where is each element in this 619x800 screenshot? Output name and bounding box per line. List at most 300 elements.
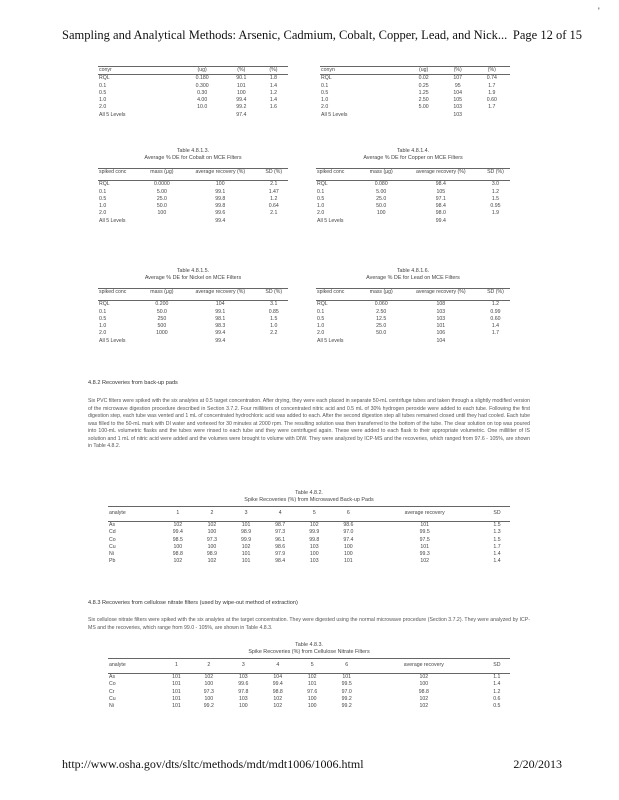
table-cell: 99.3 (419, 551, 430, 558)
table-cell: 99.2 (236, 104, 247, 111)
table-cell: RQL (321, 75, 332, 82)
table-row (108, 674, 510, 682)
column-header: SD (484, 507, 510, 522)
table-cell: 101 (420, 543, 430, 550)
table-cell: 100 (419, 681, 429, 688)
table-cell: 5.00 (156, 188, 167, 195)
table-cell: 97.0 (343, 529, 354, 536)
table-cell: 100 (157, 210, 167, 217)
table-cell: 100 (204, 695, 214, 702)
table-row (98, 90, 288, 97)
column-header: average recovery (%) (401, 169, 481, 177)
table-cell: 104 (273, 674, 283, 680)
table-row (98, 218, 288, 225)
table-cell: 99.8 (215, 195, 226, 202)
table-cell: RQL (317, 301, 328, 308)
table-cell: Co (109, 681, 116, 688)
table-cell: 99.2 (341, 695, 352, 702)
table-cell: 98.9 (240, 529, 252, 536)
column-header: spiked conc (316, 289, 362, 297)
table-cell: 102 (309, 522, 319, 528)
table-cell: 1.2 (269, 89, 278, 96)
table-cell: 1.4 (269, 97, 278, 104)
section-paragraph: Six PVC filters were spiked with the six analytes at 0.5 target concentration. After drying, they were each placed in separate 50-mL centrifuge tubes and taken through a slightly modified version of the microwave digestion procedure described in Section 3.7.2. Four milliliters of concentrated nitric acid and 0.5 mL of 30% hydrogen peroxide were added to each tube. Following the first digestion step, each tube was vented and 1 mL of concentrated hydrochloric acid was added to each. After the second digestion step all tubes remained closed until they had cooled. Each tube was filled to the 50-mL mark with DI water and vortexed for 30 minutes at 2000 rpm. The resulting solution was then transferred to the bottom of the tube. The clear solution on top was poured into 100-mL volumetric flasks and the tubes were rinsed to each tube and they were centrifuged again. These were added to each flask to their appropriate volumetric. One milliliter of IS solution and 1 mL of nitric acid were added and the volumes were brought to volume with DIW. They were analyzed by ICP-MS and the recoveries, which ranged from 97.6 - 105%, are shown in Table 4.8.2. (88, 398, 530, 449)
table-cell: 102 (241, 543, 251, 550)
table-cell: Cu (109, 695, 116, 702)
table-cell: 102 (173, 522, 183, 528)
table-cell: All 5 Levels (99, 217, 126, 224)
table-cell: 100 (215, 181, 225, 188)
table-cell: 4.00 (197, 97, 208, 104)
table-cell: 101 (172, 681, 181, 688)
table-row (320, 75, 510, 83)
table-cell: 95 (454, 82, 461, 89)
table-cell: 99.4 (272, 681, 283, 688)
table-cell: 2.50 (418, 97, 429, 104)
column-header: (%) (224, 67, 259, 75)
table-cell: 0.6 (493, 695, 501, 702)
table-cell (181, 112, 224, 119)
table-cell: All 5 Levels (317, 217, 344, 224)
table-cell: 98.1 (215, 315, 226, 322)
table-backup-pads (108, 490, 510, 566)
table-cell: 1.7 (488, 104, 496, 111)
table-cell: 2.1 (270, 210, 278, 217)
table-cell: All 5 Levels (99, 111, 126, 118)
table-cell: 102 (419, 695, 429, 702)
table-cell: 1.6 (269, 104, 278, 111)
table-cell: RQL (99, 75, 110, 82)
table-row (98, 210, 288, 217)
table-cell: 12.5 (376, 315, 387, 322)
table-cell: 0.300 (195, 82, 209, 89)
table-cell: 101 (436, 323, 446, 330)
table-cell: 102 (273, 703, 283, 710)
table-cell (260, 338, 289, 345)
page-footer (62, 757, 562, 772)
table-cell: 102 (273, 695, 283, 702)
footer-url[interactable]: http://www.osha.gov/dts/sltc/methods/mdt/mdt1006/1006.html (62, 757, 364, 771)
table-cell: 1.0 (99, 203, 107, 210)
table-cell: 0.1 (317, 188, 325, 195)
table-cell: 0.5 (99, 315, 107, 322)
table-cell: 0.5 (99, 195, 107, 202)
table-cell: 98.8 (418, 688, 429, 695)
table-row (316, 338, 510, 345)
table-row (108, 537, 510, 544)
table-cell: 2.0 (99, 104, 107, 111)
table-cell: 98.6 (343, 522, 354, 528)
column-header: 3 (226, 659, 260, 674)
table-cell: 100 (307, 703, 317, 710)
table-cell: 2.0 (99, 330, 107, 337)
table-row (320, 104, 510, 111)
table-cell: All 5 Levels (317, 337, 344, 344)
table-cell: As (109, 522, 116, 528)
table-cell: 103 (436, 315, 446, 322)
column-header: (%) (259, 67, 288, 75)
table-cell: 1.7 (493, 543, 501, 550)
table-cell (362, 338, 401, 345)
column-header: 1 (161, 507, 195, 522)
table-copper-de (316, 148, 510, 225)
table-row (98, 338, 288, 345)
table-cell: 1.7 (491, 330, 500, 337)
column-header: average recovery (%) (401, 289, 481, 297)
table-cell: 100 (207, 529, 217, 536)
table-cell: 99.9 (309, 529, 320, 536)
table-cell: 1.4 (493, 558, 501, 565)
table-row (316, 330, 510, 337)
table-cell: 2.1 (270, 181, 278, 188)
table-row (316, 189, 510, 196)
table-cell: Pb (109, 558, 116, 565)
table-cell: 0.5 (317, 315, 325, 322)
table-row (316, 218, 510, 225)
table-cell: 1.9 (491, 210, 500, 217)
header-page-number: Page 12 of 15 (512, 28, 582, 42)
table-cell: 1.2 (493, 688, 501, 695)
table-cell: 99.9 (240, 536, 252, 543)
table-cell: 97.0 (341, 688, 352, 695)
column-header: conyn (320, 67, 405, 75)
table-cell: 97.9 (275, 551, 286, 558)
column-header: SD (484, 659, 510, 674)
table-cell: 102 (204, 674, 214, 680)
table-cell: 98.7 (275, 522, 286, 528)
table-cell: 0.5 (317, 195, 325, 202)
table-cell: All 5 Levels (321, 111, 348, 118)
table-row (98, 203, 288, 210)
table-cell: Cd (109, 529, 116, 536)
column-header: conyr (98, 67, 181, 75)
table-cell: All 5 Levels (99, 337, 126, 344)
table-cellulose-nitrate (108, 642, 510, 710)
table-cell: 103 (453, 104, 463, 111)
table-cell: 0.180 (195, 75, 209, 82)
table-cell: 0.060 (374, 301, 388, 308)
column-header: analyte (108, 507, 161, 522)
table-cell: 0.1 (317, 308, 325, 315)
table-cell: 99.4 (215, 337, 226, 344)
table-cell: 104 (436, 337, 446, 344)
table-lead-de (316, 268, 510, 345)
table-cell: 2.0 (321, 104, 329, 111)
table-cell: 100 (309, 551, 319, 558)
corner-mark: ' (598, 6, 600, 16)
table-cell: 101 (172, 674, 181, 680)
table-cell: 98.5 (172, 536, 183, 543)
table-cell: 99.6 (215, 210, 226, 217)
table-caption: Table 4.8.1.5. (176, 268, 210, 274)
table-cell: 1.8 (269, 75, 278, 82)
table-cell: 99.4 (435, 217, 446, 224)
table-cell: As (109, 674, 116, 680)
table-cell: 97.1 (435, 195, 446, 202)
table-cell: 99.4 (215, 330, 226, 337)
table-cell: 3.0 (491, 181, 500, 188)
column-header: average recovery (%) (181, 169, 259, 177)
column-header: (ug) (181, 67, 224, 75)
table-cell: 98.8 (172, 551, 183, 558)
table-cell: 105 (453, 97, 463, 104)
table-row (98, 196, 288, 203)
table-cell: 1.5 (270, 315, 278, 322)
table-cell: 100 (344, 543, 353, 550)
table-row (98, 189, 288, 196)
table-row (98, 83, 288, 90)
table-cell: 0.60 (490, 315, 501, 322)
table-cell: 101 (172, 688, 181, 695)
table-cell: 101 (307, 681, 317, 688)
table-row (108, 681, 510, 688)
table-cell: 102 (307, 674, 317, 680)
table-cell: 0.1 (321, 82, 329, 89)
table-cell: 97.5 (419, 536, 430, 543)
column-header: mass (μg) (362, 289, 401, 297)
column-header: mass (μg) (143, 289, 181, 297)
table-cell: RQL (99, 181, 110, 188)
table-cell: 2.0 (99, 210, 107, 217)
column-header: mass (μg) (362, 169, 401, 177)
column-header: 4 (263, 507, 297, 522)
table-row (108, 689, 510, 696)
table-cell (362, 218, 401, 225)
table-cell: 25.0 (376, 323, 387, 330)
table-cell: 1.47 (268, 188, 279, 195)
header-title: Sampling and Analytical Methods: Arsenic, Cadmium, Cobalt, Copper, Lead, and Nick... (62, 28, 508, 42)
table-cell: 0.200 (155, 301, 169, 308)
table-cell: 1.4 (493, 551, 501, 558)
table-row (316, 181, 510, 189)
table-cell: 98.4 (435, 181, 446, 188)
table-cell: 103 (238, 695, 248, 702)
table-cell: 50.0 (156, 308, 167, 315)
column-header: 2 (192, 659, 226, 674)
table-cell: 50.0 (376, 330, 387, 337)
column-header: average recovery (%) (181, 289, 259, 297)
table-cell: 101 (420, 522, 430, 528)
table-caption: Average % DE for Nickel on MCE Filters (144, 275, 242, 281)
table-cell (481, 218, 510, 225)
table-cell: 0.30 (197, 89, 208, 96)
table-cell: 0.5 (493, 703, 501, 710)
table-cell: 1.5 (491, 195, 500, 202)
table-cell: 106 (436, 330, 446, 337)
table-cell: 100 (237, 89, 246, 96)
section-heading: 4.8.3 Recoveries from cellulose nitrate filters (used by wipe-out method of extraction) (88, 600, 298, 606)
table-cell: 98.9 (206, 551, 217, 558)
table-cell: 97.3 (203, 688, 214, 695)
table-cell: 99.5 (341, 681, 352, 688)
table-cell: 1.5 (493, 536, 501, 543)
table-caption: Spike Recoveries (%) from Microwaved Back-up Pads (244, 497, 374, 503)
table-row (98, 316, 288, 323)
table-cell: 104 (215, 301, 225, 308)
table-cell: 50.0 (376, 203, 387, 210)
table-row (98, 75, 288, 83)
table-cell: 101 (241, 558, 251, 565)
table-caption: Table 4.8.1.3. (176, 148, 210, 154)
table-cell: RQL (99, 301, 110, 308)
table-row (98, 181, 288, 189)
table-cell: 1.4 (269, 82, 278, 89)
table-row (98, 104, 288, 111)
table-row (316, 203, 510, 210)
table-cell: 1.2 (270, 195, 278, 202)
table-cell: 97.3 (275, 529, 286, 536)
table-row (320, 83, 510, 90)
table-row (108, 558, 510, 565)
table-cell: 1.5 (493, 522, 501, 528)
table-cell: 99.4 (236, 97, 247, 104)
table-cell: 0.080 (374, 181, 388, 188)
table-caption: Table 4.8.3. (295, 642, 323, 648)
table-row (108, 703, 510, 710)
table-cell: Co (109, 536, 116, 543)
table-row (316, 196, 510, 203)
table-cell: 101 (344, 558, 353, 565)
table-cell (474, 112, 510, 119)
table-cell: 100 (173, 543, 183, 550)
table-cell: 99.2 (341, 703, 352, 710)
table-cell: 102 (207, 558, 217, 565)
document-body (88, 60, 530, 740)
column-header: 5 (295, 659, 329, 674)
table-caption: Table 4.8.1.6. (396, 268, 430, 274)
table-cell: 102 (419, 674, 429, 680)
table-cell: 0.02 (418, 75, 429, 82)
table-cell: 1.2 (491, 301, 500, 308)
table-cell: 2.2 (270, 330, 278, 337)
table-cell: 0.1 (99, 188, 107, 195)
table-cell: 102 (420, 558, 430, 565)
table-cell: 101 (241, 551, 251, 558)
table-cell: 0.1 (99, 82, 107, 89)
column-header: analyte (108, 659, 161, 674)
column-header: spiked conc (98, 169, 143, 177)
column-header: (ug) (405, 67, 441, 75)
table-cell: RQL (317, 181, 328, 188)
table-cell: 108 (436, 301, 446, 308)
column-header: spiked conc (316, 169, 362, 177)
table-cell: 0.0000 (153, 181, 170, 188)
table-cell: 99.2 (203, 703, 214, 710)
table-cell: 100 (376, 210, 386, 217)
table-cell: 100 (207, 543, 217, 550)
table-cell: 0.1 (99, 308, 107, 315)
table-cell: 90.1 (236, 75, 247, 82)
table-caption: Average % DE for Cobalt on MCE Filters (144, 155, 242, 161)
section-paragraph: Six cellulose nitrate filters were spiked with the six analytes at the target concentration. They were digested using the normal microwave procedure (Section 3.7.2). They were analyzed by ICP-MS and the recoveries, which range from 99.0 - 105%, are shown in Table 4.8.3. (88, 617, 530, 631)
table-cell: 5.00 (418, 104, 429, 111)
table-cell: 98.6 (275, 543, 286, 550)
table-caption: Average % DE for Copper on MCE Filters (363, 155, 463, 161)
table-cell: 101 (342, 674, 351, 680)
table-cell (259, 112, 288, 119)
table-cell: 2.0 (317, 330, 325, 337)
table-cell: 1.1 (493, 674, 501, 680)
table-cell: 105 (436, 188, 446, 195)
table-cell: 1.2 (491, 188, 500, 195)
table-row (98, 112, 288, 119)
table-cell: 97.3 (206, 536, 217, 543)
table-cell: 1000 (156, 330, 168, 337)
column-header: 6 (329, 659, 363, 674)
column-header: spiked conc (98, 289, 143, 297)
column-header: 6 (331, 507, 365, 522)
table-cell: 0.25 (418, 82, 429, 89)
table-cell: 107 (453, 75, 463, 82)
table-cell (260, 218, 289, 225)
table-cell: 99.6 (238, 681, 249, 688)
column-header: SD (%) (260, 289, 289, 297)
table-cell: 98.4 (435, 203, 446, 210)
table-cell (481, 338, 510, 345)
table-row (98, 309, 288, 316)
table-cell: 103 (309, 558, 319, 565)
table-cell: 1.4 (491, 323, 500, 330)
table-cell: 100 (238, 703, 248, 710)
table-cell: 1.0 (321, 97, 329, 104)
table-row (316, 210, 510, 217)
table-cell: 101 (172, 703, 181, 710)
table-cell: 99.5 (419, 529, 430, 536)
table-cell: 103 (309, 543, 319, 550)
table-row (316, 316, 510, 323)
table-cell: 1.4 (493, 681, 501, 688)
table-cell: Cu (109, 543, 116, 550)
table-cell: 101 (241, 522, 251, 528)
table-cell: 99.1 (215, 188, 226, 195)
table-cell: 98.8 (272, 688, 283, 695)
table-row (320, 112, 510, 119)
table-cell: 97.4 (343, 536, 354, 543)
table-cell: 100 (204, 681, 214, 688)
table-cell: 98.0 (435, 210, 446, 217)
table-cell: 99.8 (309, 536, 320, 543)
table-cell: 1.9 (488, 89, 496, 96)
page-header (62, 28, 582, 43)
column-header: (%) (474, 67, 510, 75)
table-cell: 500 (157, 323, 167, 330)
table-row (108, 529, 510, 536)
section-heading: 4.8.2 Recoveries from back-up pads (88, 380, 178, 386)
footer-date: 2/20/2013 (513, 757, 562, 771)
table-row (98, 301, 288, 309)
table-cell: Cr (109, 688, 115, 695)
table-row (316, 301, 510, 309)
table-cell: 0.74 (486, 75, 497, 82)
table-row (108, 551, 510, 558)
table-cell: 0.95 (490, 203, 501, 210)
table-cell: 102 (419, 703, 429, 710)
table-cell: Ni (109, 703, 114, 710)
table-cell: 97.6 (307, 688, 318, 695)
table-row (98, 97, 288, 104)
table-cell (405, 112, 441, 119)
table-cell: 1.0 (317, 323, 325, 330)
table-cell: 100 (344, 551, 353, 558)
column-header: 5 (297, 507, 331, 522)
table-continued-right (320, 66, 510, 119)
table-cell: 101 (237, 82, 246, 89)
column-header: 4 (261, 659, 295, 674)
table-cell: 1.0 (99, 323, 107, 330)
table-cell: 50.0 (156, 203, 167, 210)
table-nickel-de (98, 268, 288, 345)
table-cell: Ni (109, 551, 114, 558)
